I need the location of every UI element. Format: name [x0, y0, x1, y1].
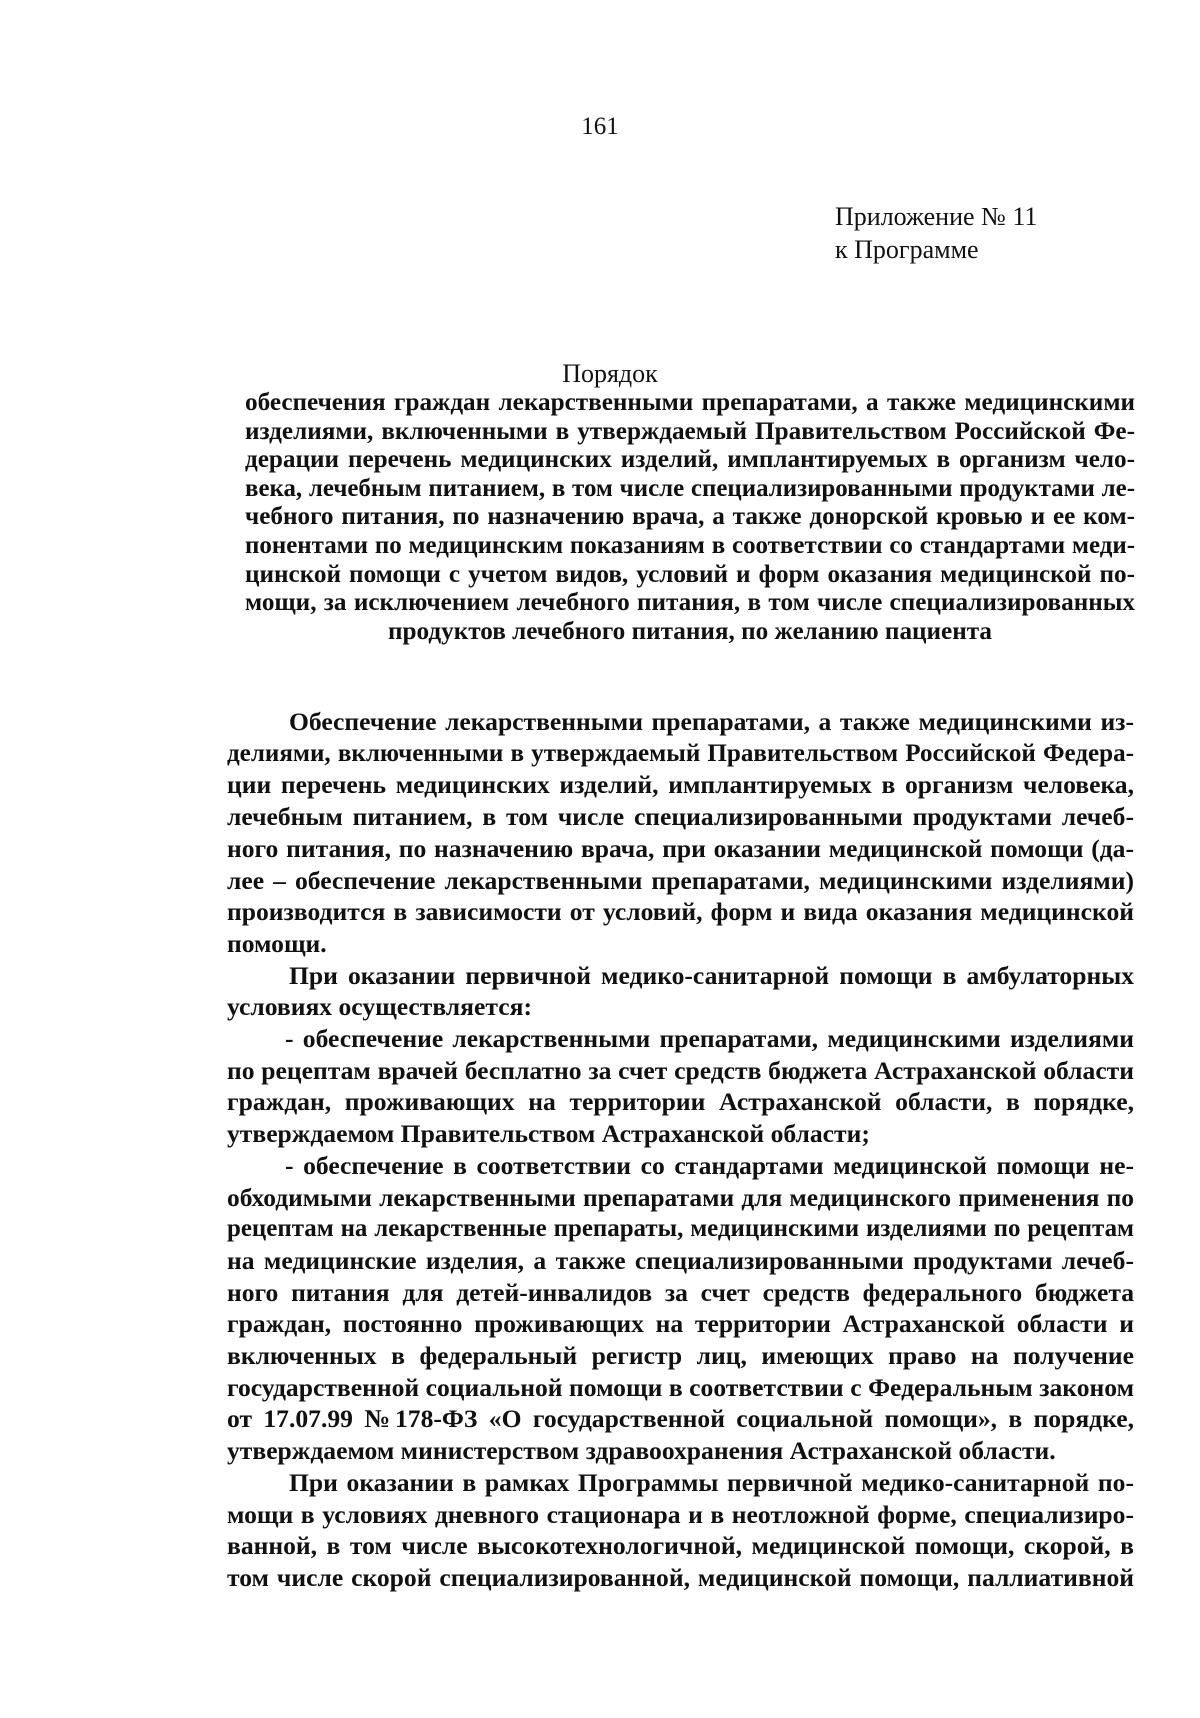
body-line: условиях осуществляется: — [227, 992, 532, 1022]
body-line: утверждаемом министерством здравоохранения Астраханской области. — [227, 1436, 1056, 1466]
title-line: мощи, за исключением лечебного питания, в том числе специализированных — [245, 589, 1135, 617]
body-line: том числе скорой специализированной, медицинской помощи, паллиативной — [227, 1562, 1134, 1592]
body-line: мощи в условиях дневного стационара и в неотложной форме, специализиро- — [227, 1499, 1134, 1529]
body-line: делиями, включенными в утверждаемый Правительством Российской Федера- — [227, 739, 1134, 767]
document-body — [227, 706, 1134, 1594]
document-title-word: Порядок — [562, 359, 658, 388]
body-line: - обеспечение лекарственными препаратами, медицинскими изделиями — [285, 1024, 1134, 1054]
body-line: граждан, проживающих на территории Астраханской области, в порядке, — [227, 1087, 1134, 1117]
body-line: государственной социальной помощи в соответствии с Федеральным законом — [227, 1372, 1134, 1402]
body-line: ванной, в том числе высокотехнологичной, медицинской помощи, скорой, в — [227, 1531, 1134, 1561]
title-line: продуктов лечебного питания, по желанию пациента — [387, 617, 993, 645]
title-line: понентами по медицинским показаниям в соответствии со стандартами меди- — [245, 531, 1135, 559]
title-line: чебного питания, по назначению врача, а также донорской кровью и ее ком- — [245, 503, 1135, 531]
body-line: ного питания для детей-инвалидов за счет средств федерального бюджета — [227, 1277, 1134, 1307]
body-line: граждан, постоянно проживающих на территории Астраханской области и — [227, 1309, 1134, 1339]
body-line: лечебным питанием, в том числе специализированными продуктами лечеб- — [227, 802, 1134, 832]
body-line: При оказании в рамках Программы первичной медико-санитарной по- — [289, 1467, 1134, 1497]
title-line: века, лечебным питанием, в том числе специализированными продуктами ле- — [245, 474, 1135, 502]
body-line: ного питания, по назначению врача, при оказании медицинской помощи (да- — [227, 833, 1134, 863]
appendix-program: к Программе — [835, 235, 979, 264]
body-line: по рецептам врачей бесплатно за счет средств бюджета Астраханской области — [227, 1055, 1134, 1085]
appendix-number: Приложение № 11 — [835, 202, 1038, 231]
body-line: Обеспечение лекарственными препаратами, а также медицинскими из- — [289, 707, 1134, 736]
body-line: обходимыми лекарственными препаратами для медицинского применения по — [227, 1182, 1134, 1212]
title-line: дерации перечень медицинских изделий, имплантируемых в организм чело- — [245, 446, 1135, 474]
body-line: от 17.07.99 №178-ФЗ «О государственной социальной помощи», в порядке, — [227, 1404, 1134, 1434]
title-line: изделиями, включенными в утверждаемый Правительством Российской Фе- — [245, 417, 1135, 445]
body-line: включенных в федеральный регистр лиц, имеющих право на получение — [227, 1341, 1134, 1371]
appendix-note — [835, 200, 1037, 266]
body-line: на медицинские изделия, а также специализированными продуктами лечеб- — [227, 1245, 1134, 1275]
body-line: лее – обеспечение лекарственными препаратами, медицинскими изделиями) — [227, 865, 1134, 895]
body-line: - обеспечение в соответствии со стандартами медицинской помощи не- — [285, 1150, 1134, 1180]
body-line: ции перечень медицинских изделий, имплантируемых в организм человека, — [227, 770, 1134, 800]
body-line: рецептам на лекарственные препараты, медицинскими изделиями по рецептам — [227, 1215, 1134, 1243]
body-line: производится в зависимости от условий, форм и вида оказания медицинской — [227, 897, 1134, 927]
body-line: помощи. — [227, 928, 327, 958]
body-line: утверждаемом Правительством Астраханской области; — [227, 1119, 870, 1149]
page-number: 161 — [581, 113, 619, 140]
document-title — [245, 389, 1135, 646]
title-line: обеспечения граждан лекарственными препаратами, а также медицинскими — [245, 389, 1135, 416]
title-line: цинской помощи с учетом видов, условий и форм оказания медицинской по- — [245, 560, 1135, 588]
body-line: При оказании первичной медико-санитарной помощи в амбулаторных — [289, 960, 1134, 990]
